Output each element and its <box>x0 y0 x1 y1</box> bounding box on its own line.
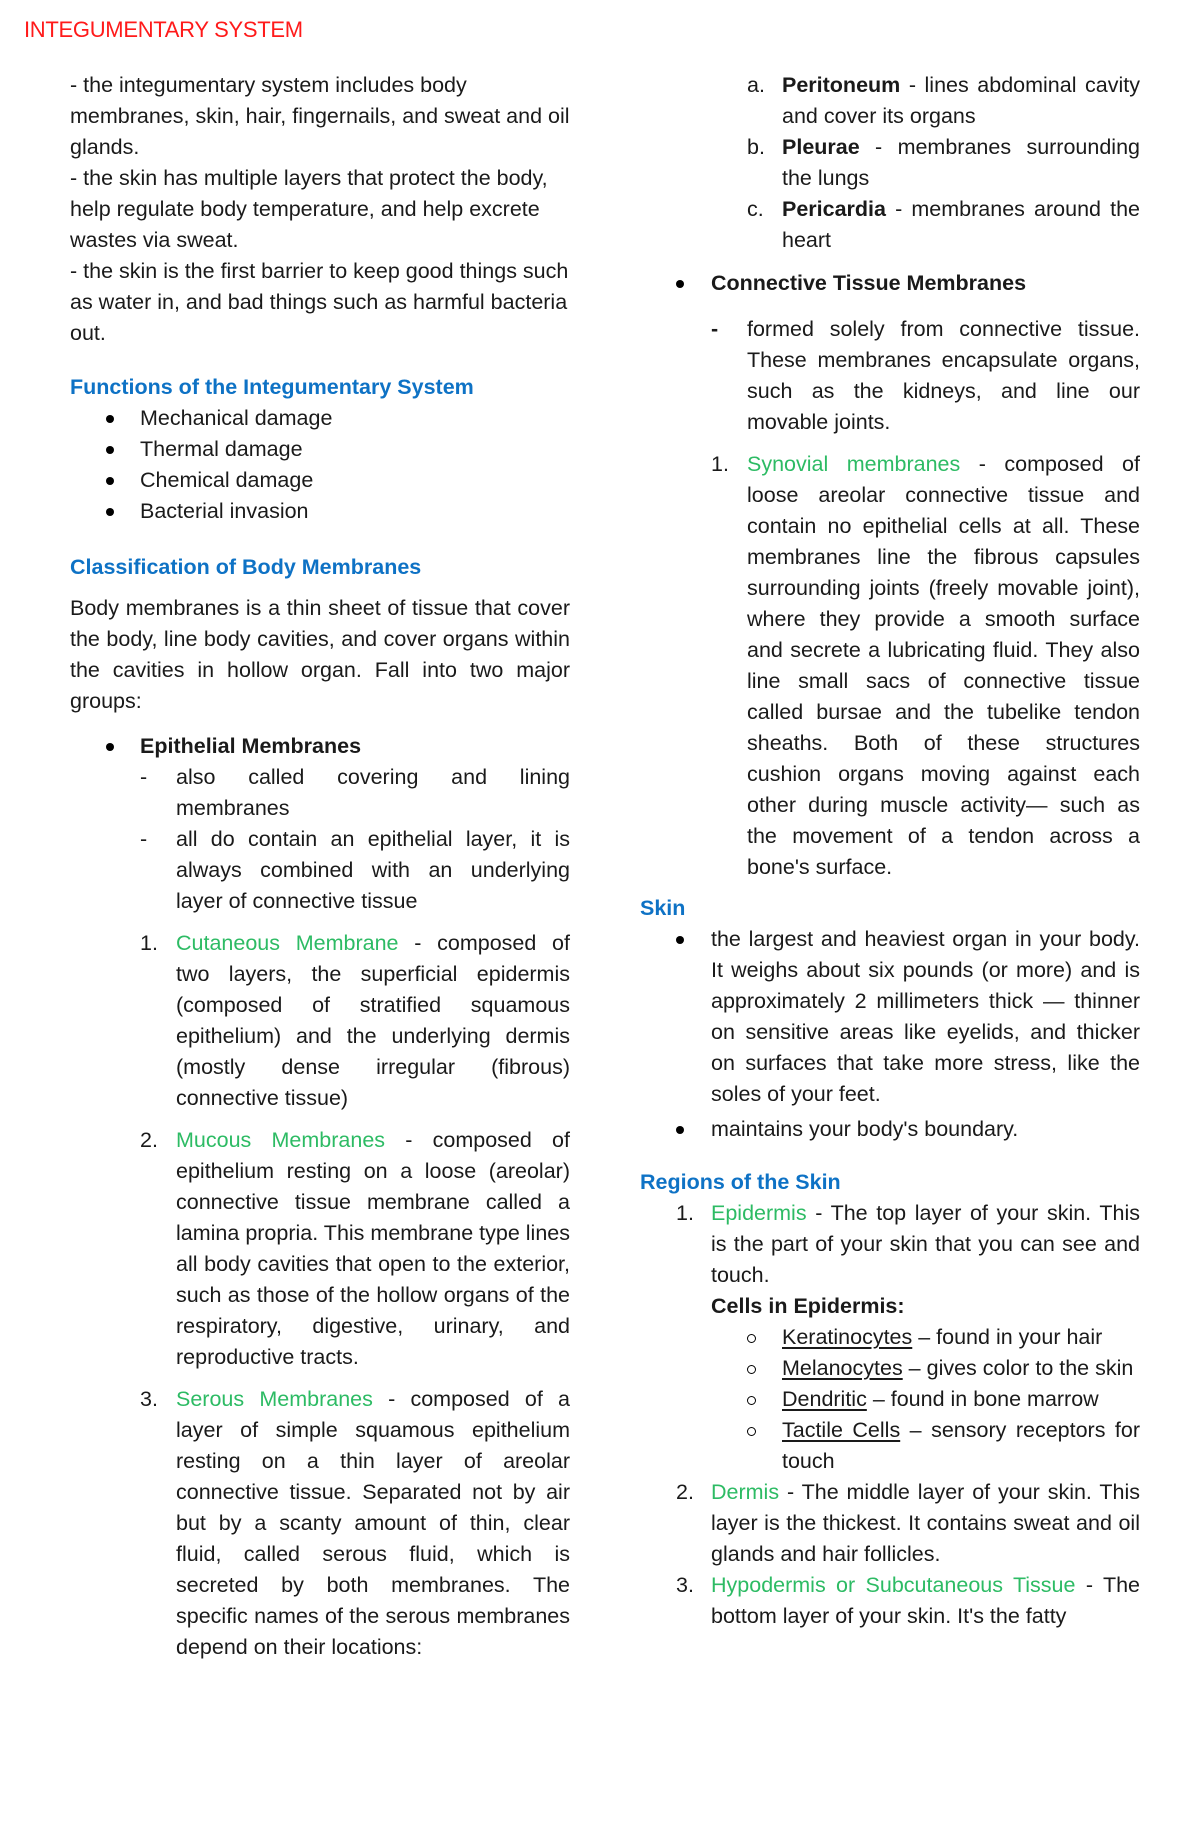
dash-item: - all do contain an epithelial layer, it is always combined with an underlying layer of connective tissue <box>140 827 570 913</box>
right-column <box>640 70 1140 1632</box>
epithelial-types <box>70 928 570 1663</box>
cell-item: Melanocytes – gives color to the skin <box>747 1353 1140 1384</box>
connective-title: Connective Tissue Membranes <box>711 271 1027 295</box>
intro-section <box>70 70 570 349</box>
membrane-item: 1. Synovial membranes - composed of loose areolar connective tissue and contain no epithelial cells at all. These membranes line the fibrous capsules surrounding joints (freely movable joint), where they provide a smooth surface and secrete a lubricating fluid. They also line small sacs of connective tissue called bursae and the tubelike tendon sheaths. Both of these structures cushion organs moving against each other during muscle activity— such as the movement of a tendon across a bone's surface. <box>711 452 1140 879</box>
epithelial-heading-row <box>70 731 570 762</box>
list-item: Thermal damage <box>106 434 570 465</box>
term-dermis: Dermis <box>711 1480 780 1504</box>
bullet-icon <box>106 743 114 751</box>
list-item: the largest and heaviest organ in your body. It weighs about six pounds (or more) and is approximately 2 millimeters thick — thinner on sensitive areas like eyelids, and thicker on surfaces that take more stress, like the soles of your feet. <box>676 924 1140 1110</box>
cell-item: Keratinocytes – found in your hair <box>747 1322 1140 1353</box>
bullet-icon <box>106 415 114 423</box>
cell-item: Dendritic – found in bone marrow <box>747 1384 1140 1415</box>
circle-bullet-icon <box>747 1365 756 1374</box>
epithelial-dashes <box>70 762 570 917</box>
term-epidermis: Epidermis <box>711 1201 807 1225</box>
region-item: 2. Dermis - The middle layer of your skin. This layer is the thickest. It contains sweat and oil glands and hair follicles. <box>676 1480 1140 1566</box>
classification-heading: Classification of Body Membranes <box>70 555 422 579</box>
circle-bullet-icon <box>747 1396 756 1405</box>
document-title: INTEGUMENTARY SYSTEM <box>24 17 303 42</box>
circle-bullet-icon <box>747 1334 756 1343</box>
epithelial-title: Epithelial Membranes <box>140 734 362 758</box>
region-item: 3. Hypodermis or Subcutaneous Tissue - The bottom layer of your skin. It's the fatty <box>676 1573 1140 1628</box>
intro-line: - the skin is the first barrier to keep good things such as water in, and bad things such as harmful bacteria out. <box>70 259 569 345</box>
functions-heading: Functions of the Integumentary System <box>70 375 474 399</box>
functions-list <box>70 403 570 527</box>
regions-heading: Regions of the Skin <box>640 1170 841 1194</box>
regions-list <box>640 1198 1140 1632</box>
list-item: Mechanical damage <box>106 403 570 434</box>
bullet-icon <box>106 477 114 485</box>
bullet-icon <box>676 280 684 288</box>
cells-list <box>711 1322 1140 1477</box>
connective-heading-row <box>640 268 1140 299</box>
list-item: maintains your body's boundary. <box>676 1114 1140 1145</box>
term-serous: Serous Membranes <box>176 1387 373 1411</box>
cell-item: Tactile Cells – sensory receptors for touch <box>747 1415 1140 1477</box>
classification-paragraph: Body membranes is a thin sheet of tissue that cover the body, line body cavities, and cover organs within the cavities in hollow organ. Fall into two major groups: <box>70 596 570 713</box>
serous-locations <box>640 70 1140 256</box>
list-item: Chemical damage <box>106 465 570 496</box>
membrane-item: 2. Mucous Membranes - composed of epithelium resting on a loose (areolar) connective tissue membrane called a lamina propria. This membrane type lines all body cavities that open to the exterior, such as those of the hollow organs of the respiratory, digestive, urinary, and reproductive tracts. <box>140 1128 570 1369</box>
membrane-item: 1. Cutaneous Membrane - composed of two layers, the superficial epidermis (composed of stratified squamous epithelium) and the underlying dermis (mostly dense irregular (fibrous) connective tissue) <box>140 931 570 1110</box>
skin-heading: Skin <box>640 896 686 920</box>
left-column <box>70 70 570 1663</box>
location-item: b. Pleurae - membranes surrounding the lungs <box>747 135 1140 190</box>
connective-dash: - formed solely from connective tissue. These membranes encapsulate organs, such as the kidneys, and line our movable joints. <box>711 317 1140 434</box>
location-item: c. Pericardia - membranes around the heart <box>747 197 1140 252</box>
term-cutaneous: Cutaneous Membrane <box>176 931 399 955</box>
list-item: Bacterial invasion <box>106 496 570 527</box>
bullet-icon <box>676 1126 684 1134</box>
intro-line: - the integumentary system includes body membranes, skin, hair, fingernails, and sweat and oil glands. <box>70 73 570 159</box>
dash-item: - also called covering and lining membranes <box>140 765 570 820</box>
term-mucous: Mucous Membranes <box>176 1128 386 1152</box>
term-synovial: Synovial membranes <box>747 452 961 476</box>
term-hypodermis: Hypodermis or Subcutaneous Tissue <box>711 1573 1076 1597</box>
intro-line: - the skin has multiple layers that protect the body, help regulate body temperature, and help excrete wastes via sweat. <box>70 166 548 252</box>
skin-list <box>640 924 1140 1145</box>
location-item: a. Peritoneum - lines abdominal cavity and cover its organs <box>747 73 1140 128</box>
region-item: 1. Epidermis - The top layer of your skin. This is the part of your skin that you can see and touch. Cells in Epidermis: Keratinocytes – found in your hair Melanocytes – gives color to the skin Dendritic – found in bone marrow Tactile Cells – sensory receptors for touch <box>676 1198 1140 1477</box>
cells-heading: Cells in Epidermis: <box>711 1294 905 1318</box>
bullet-icon <box>106 446 114 454</box>
membrane-item: 3. Serous Membranes - composed of a layer of simple squamous epithelium resting on a thin layer of areolar connective tissue. Separated not by air but by a scanty amount of thin, clear fluid, called serous fluid, which is secreted by both membranes. The specific names of the serous membranes depend on their locations: <box>140 1387 570 1659</box>
bullet-icon <box>676 936 684 944</box>
circle-bullet-icon <box>747 1427 756 1436</box>
bullet-icon <box>106 508 114 516</box>
